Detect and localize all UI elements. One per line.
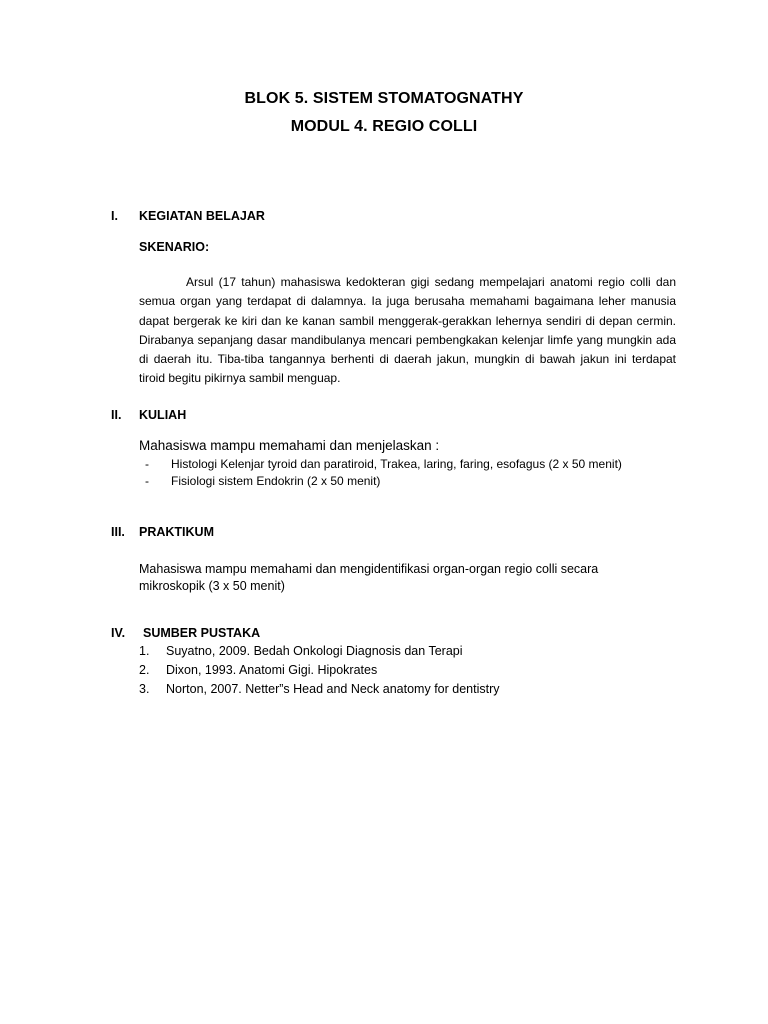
reference-item: Dixon, 1993. Anatomi Gigi. Hipokrates bbox=[166, 663, 378, 677]
reference-number: 2. bbox=[139, 663, 150, 677]
section-number: IV. bbox=[111, 626, 126, 640]
section-heading: PRAKTIKUM bbox=[139, 525, 214, 539]
section-number: II. bbox=[111, 408, 122, 422]
lecture-intro: Mahasiswa mampu memahami dan menjelaskan : bbox=[139, 438, 440, 453]
section-number: I. bbox=[111, 209, 118, 223]
module-title: MODUL 4. REGIO COLLI bbox=[290, 118, 478, 135]
reference-number: 1. bbox=[139, 644, 150, 658]
section-heading: SUMBER PUSTAKA bbox=[143, 626, 261, 640]
reference-item: Suyatno, 2009. Bedah Onkologi Diagnosis dan Terapi bbox=[166, 644, 463, 658]
practicum-text: Mahasiswa mampu memahami dan mengidentifikasi organ-organ regio colli secara mikroskopik (3 x 50 menit) bbox=[139, 562, 599, 593]
list-item: Histologi Kelenjar tyroid dan paratiroid, Trakea, laring, faring, esofagus (2 x 50 menit) bbox=[171, 457, 622, 471]
scenario-paragraph: Arsul (17 tahun) mahasiswa kedokteran gigi sedang mempelajari anatomi regio colli dan semua organ yang terdapat di dalamnya. Ia juga berusaha memahami bagaimana leher manusia dapat bergerak ke kiri dan ke kanan sambil menggerak-gerakkan lehernya sendiri di depan cermin. Dirabanya sepanjang dasar mandibulanya mencari pembengkakan kelenjar limfe yang mungkin ada di daerah itu. Tiba-tiba tangannya berhenti di daerah jakun, mungkin di bawah jakun ini terdapat tiroid begitu pikirnya sambil menguap. bbox=[139, 275, 676, 386]
section-number: III. bbox=[111, 525, 125, 539]
list-bullet: - bbox=[145, 457, 149, 471]
section-heading: KEGIATAN BELAJAR bbox=[139, 209, 265, 223]
reference-item: Norton, 2007. Netter”s Head and Neck anatomy for dentistry bbox=[166, 682, 500, 696]
document-title: BLOK 5. SISTEM STOMATOGNATHY bbox=[244, 90, 524, 107]
list-item: Fisiologi sistem Endokrin (2 x 50 menit) bbox=[171, 474, 381, 488]
list-bullet: - bbox=[145, 474, 149, 488]
scenario-heading: SKENARIO: bbox=[139, 240, 210, 254]
section-heading: KULIAH bbox=[139, 408, 187, 422]
reference-number: 3. bbox=[139, 682, 150, 696]
